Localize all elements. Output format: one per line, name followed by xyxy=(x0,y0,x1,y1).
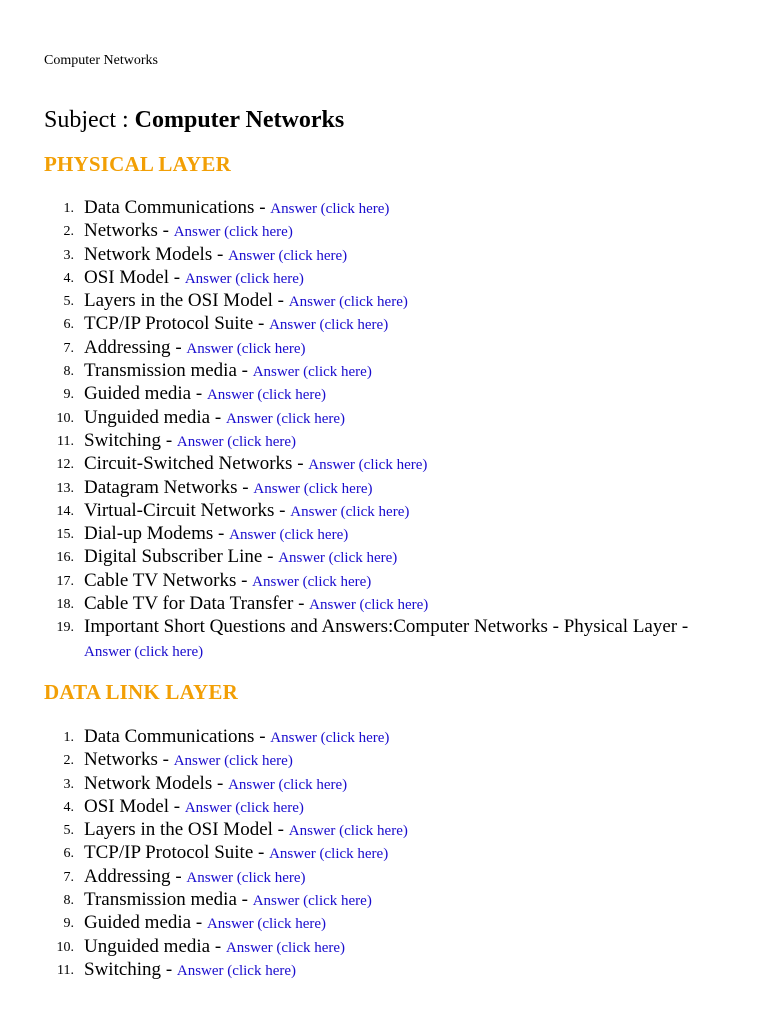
item-number: 15. xyxy=(56,527,74,543)
item-separator: - xyxy=(161,429,177,451)
item-title: Digital Subscriber Line xyxy=(84,546,263,568)
item-title: Unguided media xyxy=(84,406,211,428)
item-body xyxy=(84,219,724,244)
answer-link[interactable]: Answer (click here) xyxy=(206,916,327,933)
answer-link[interactable]: Answer (click here) xyxy=(290,503,410,520)
item-number: 3. xyxy=(63,776,74,792)
item-number: 4. xyxy=(63,799,74,815)
item-body xyxy=(84,476,724,501)
item-body xyxy=(84,452,724,477)
answer-link[interactable]: Answer (click here) xyxy=(173,224,293,241)
item-title: Layers in the OSI Model xyxy=(84,290,273,312)
item-number: 3. xyxy=(63,247,74,263)
item-body xyxy=(84,312,724,337)
answer-link[interactable]: Answer (click here) xyxy=(278,550,398,567)
answer-link[interactable]: Answer (click here) xyxy=(229,527,349,544)
item-separator: - xyxy=(161,958,177,980)
item-separator: - xyxy=(212,243,229,265)
item-body xyxy=(84,499,724,524)
answer-link[interactable]: Answer (click here) xyxy=(308,457,428,474)
item-title: Datagram Networks xyxy=(84,476,238,498)
item-separator: - xyxy=(170,865,187,887)
answer-link[interactable]: Answer (click here) xyxy=(269,317,389,334)
item-body xyxy=(84,888,724,913)
answer-link[interactable]: Answer (click here) xyxy=(84,643,204,660)
item-separator: - xyxy=(236,360,253,382)
item-separator: - xyxy=(157,220,174,242)
item-body xyxy=(84,615,724,664)
item-number: 16. xyxy=(56,550,74,566)
answer-link[interactable]: Answer (click here) xyxy=(176,962,296,979)
item-body xyxy=(84,841,724,866)
answer-link[interactable]: Answer (click here) xyxy=(270,730,390,746)
item-title: Network Models xyxy=(84,772,213,794)
item-separator: - xyxy=(677,616,689,638)
item-separator: - xyxy=(168,795,185,817)
answer-link[interactable]: Answer (click here) xyxy=(253,480,373,497)
item-title: Addressing xyxy=(84,336,171,358)
item-separator: - xyxy=(237,476,254,498)
answer-link[interactable]: Answer (click here) xyxy=(225,939,346,956)
answer-link[interactable]: Answer (click here) xyxy=(206,387,327,404)
item-title: OSI Model xyxy=(84,266,169,288)
item-title: Cable TV for Data Transfer xyxy=(84,593,294,615)
item-separator: - xyxy=(236,569,253,591)
item-separator: - xyxy=(272,290,289,312)
item-separator: - xyxy=(253,842,270,864)
answer-link[interactable]: Answer (click here) xyxy=(288,823,408,840)
item-body xyxy=(84,772,724,797)
item-number: 6. xyxy=(63,846,74,862)
item-title: Cable TV Networks xyxy=(84,569,237,591)
item-body xyxy=(84,545,724,570)
item-body xyxy=(84,592,724,617)
item-separator: - xyxy=(262,546,279,568)
item-title: Layers in the OSI Model xyxy=(84,819,273,841)
item-title: Networks xyxy=(84,749,158,771)
answer-link[interactable]: Answer (click here) xyxy=(225,410,346,427)
answer-link[interactable]: Answer (click here) xyxy=(269,846,389,863)
item-number: 5. xyxy=(63,823,74,839)
answer-link[interactable]: Answer (click here) xyxy=(252,364,372,381)
item-number: 2. xyxy=(63,224,74,240)
item-title: Transmission media xyxy=(84,889,237,911)
item-title: Network Models xyxy=(84,243,213,265)
item-number: 1. xyxy=(63,201,74,216)
item-title: OSI Model xyxy=(84,795,169,817)
item-number: 1. xyxy=(63,730,74,745)
item-body xyxy=(84,336,724,361)
subject-label: Subject : xyxy=(44,107,129,133)
item-body xyxy=(84,359,724,384)
item-title: Addressing xyxy=(84,865,171,887)
answer-link[interactable]: Answer (click here) xyxy=(176,433,296,450)
item-body xyxy=(84,865,724,890)
answer-link[interactable]: Answer (click here) xyxy=(228,776,348,793)
item-body xyxy=(84,289,724,314)
item-title: Important Short Questions and Answers:Computer Networks - Physical Layer xyxy=(84,616,678,638)
item-number: 10. xyxy=(56,939,74,955)
item-body xyxy=(84,818,724,843)
answer-link[interactable]: Answer (click here) xyxy=(184,799,304,816)
item-body xyxy=(84,522,724,547)
item-body xyxy=(84,911,724,936)
item-separator: - xyxy=(213,523,230,545)
answer-link[interactable]: Answer (click here) xyxy=(228,247,348,264)
item-title: Circuit-Switched Networks xyxy=(84,453,293,475)
item-number: 9. xyxy=(63,916,74,932)
item-separator: - xyxy=(212,772,229,794)
item-separator: - xyxy=(254,726,271,747)
item-number: 2. xyxy=(63,753,74,769)
item-number: 8. xyxy=(63,893,74,909)
item-number: 19. xyxy=(56,620,74,636)
item-separator: - xyxy=(170,336,187,358)
answer-link[interactable]: Answer (click here) xyxy=(186,340,306,357)
item-title: Switching xyxy=(84,958,162,980)
item-title: TCP/IP Protocol Suite xyxy=(84,313,254,335)
item-number: 9. xyxy=(63,387,74,403)
item-separator: - xyxy=(157,749,174,771)
answer-link[interactable]: Answer (click here) xyxy=(252,893,372,910)
item-separator: - xyxy=(210,935,226,957)
subject-line xyxy=(44,104,344,136)
item-separator: - xyxy=(168,266,185,288)
item-separator: - xyxy=(272,819,289,841)
item-separator: - xyxy=(274,499,291,521)
item-number: 18. xyxy=(56,597,74,613)
item-separator: - xyxy=(254,197,271,218)
item-body xyxy=(84,429,724,454)
item-title: Data Communications xyxy=(84,726,255,747)
item-separator: - xyxy=(236,889,253,911)
item-number: 7. xyxy=(63,869,74,885)
answer-link[interactable]: Answer (click here) xyxy=(270,201,390,217)
item-number: 6. xyxy=(63,317,74,333)
item-title: Networks xyxy=(84,220,158,242)
item-number: 5. xyxy=(63,294,74,310)
item-body xyxy=(84,725,724,750)
item-title: Data Communications xyxy=(84,197,255,218)
item-number: 7. xyxy=(63,340,74,356)
item-title: Switching xyxy=(84,429,162,451)
item-body xyxy=(84,406,724,431)
answer-link[interactable]: Answer (click here) xyxy=(173,753,293,770)
item-number: 8. xyxy=(63,364,74,380)
item-separator: - xyxy=(253,313,270,335)
section-heading-data-link-layer: DATA LINK LAYER xyxy=(44,680,238,704)
answer-link[interactable]: Answer (click here) xyxy=(288,294,408,311)
item-body xyxy=(84,196,724,221)
item-number: 17. xyxy=(56,573,74,589)
item-title: Virtual-Circuit Networks xyxy=(84,499,275,521)
running-header: Computer Networks xyxy=(44,53,158,68)
subject-name: Computer Networks xyxy=(134,107,345,133)
item-number: 11. xyxy=(57,962,74,978)
item-body xyxy=(84,382,724,407)
item-title: Dial-up Modems xyxy=(84,523,214,545)
item-body xyxy=(84,748,724,773)
item-body xyxy=(84,569,724,594)
item-body xyxy=(84,266,724,291)
item-title: TCP/IP Protocol Suite xyxy=(84,842,254,864)
item-title: Guided media xyxy=(84,912,192,934)
item-number: 12. xyxy=(56,457,74,473)
item-number: 11. xyxy=(57,433,74,449)
item-separator: - xyxy=(191,912,207,934)
answer-link[interactable]: Answer (click here) xyxy=(309,597,429,614)
answer-link[interactable]: Answer (click here) xyxy=(186,869,306,886)
item-separator: - xyxy=(292,453,309,475)
item-body xyxy=(84,243,724,268)
item-body xyxy=(84,935,724,960)
item-body xyxy=(84,958,724,983)
item-number: 4. xyxy=(63,270,74,286)
item-number: 10. xyxy=(56,410,74,426)
section-heading-physical-layer: PHYSICAL LAYER xyxy=(44,152,231,176)
item-separator: - xyxy=(210,406,226,428)
item-title: Guided media xyxy=(84,383,192,405)
item-number: 13. xyxy=(56,480,74,496)
item-number: 14. xyxy=(56,503,74,519)
item-separator: - xyxy=(191,383,207,405)
item-title: Transmission media xyxy=(84,360,237,382)
item-separator: - xyxy=(293,593,310,615)
item-body xyxy=(84,795,724,820)
answer-link[interactable]: Answer (click here) xyxy=(184,270,304,287)
answer-link[interactable]: Answer (click here) xyxy=(252,573,372,590)
item-title: Unguided media xyxy=(84,935,211,957)
